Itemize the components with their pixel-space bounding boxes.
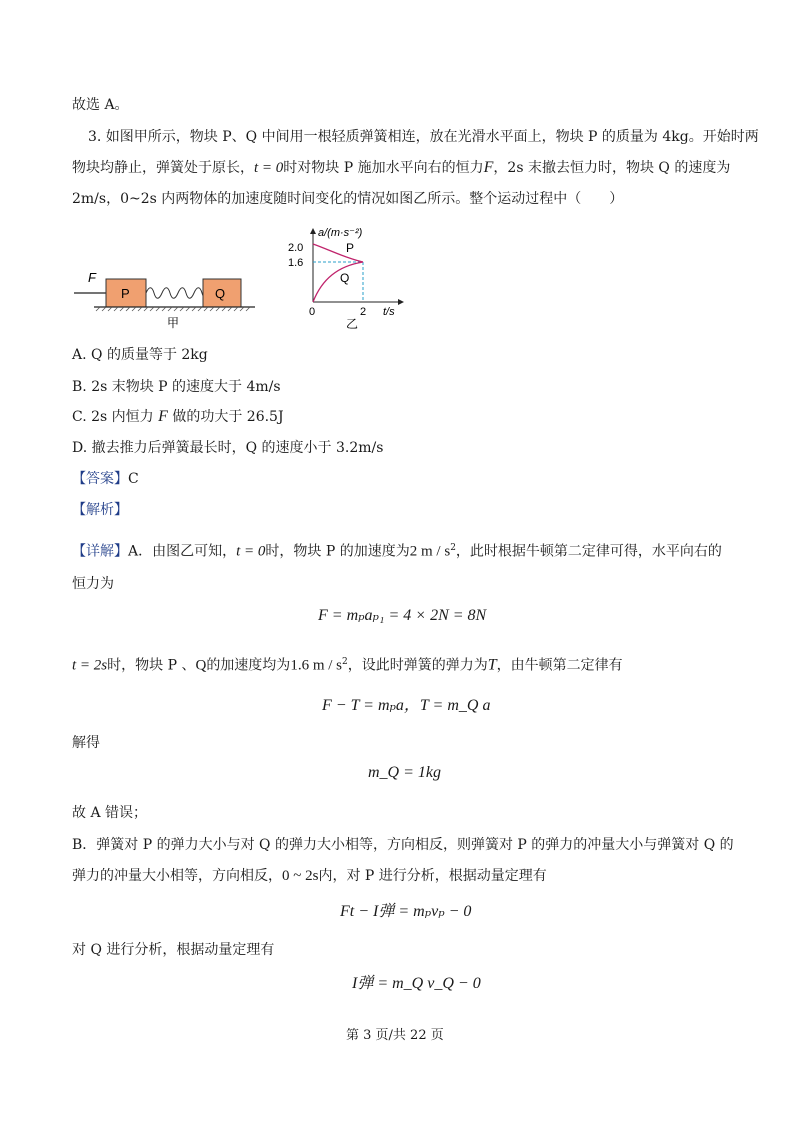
curve-q (313, 262, 363, 302)
y-axis-label: a/(m·s⁻²) (318, 227, 363, 239)
question-line-2: 物块均静止，弹簧处于原长，t = 0时对物块 P 施加水平向右的恒力F，2s 末撤去恒力时，物块 Q 的速度为 (72, 159, 731, 176)
detail-line-2: 恒力为 (72, 576, 114, 592)
figure-yi-caption: 乙 (346, 317, 359, 331)
origin-label: 0 (309, 306, 316, 318)
question-line-3: 2m/s，0~2s 内两物体的加速度随时间变化的情况如图乙所示。整个运动过程中（ ） (72, 191, 624, 207)
curve-p-label: P (346, 241, 355, 255)
option-c: C. 2s 内恒力 F 做的功大于 26.5J (72, 408, 284, 425)
previous-answer-line: 故选 A。 (72, 97, 129, 113)
y-tick-1-6: 1.6 (288, 257, 304, 269)
answer-tag: 【答案】 (72, 471, 128, 487)
block-q-label: Q (215, 286, 226, 301)
equation-5: I弹 = m_Q v_Q − 0 (352, 975, 481, 992)
page-footer: 第 3 页/共 22 页 (346, 1028, 444, 1043)
option-a: A. Q 的质量等于 2kg (72, 347, 208, 363)
answer-value: C (128, 471, 139, 487)
block-p-label: P (121, 286, 130, 301)
figure-jia-caption: 甲 (167, 316, 180, 330)
curve-q-label: Q (340, 271, 350, 285)
detail-b-line-3: 对 Q 进行分析，根据动量定理有 (72, 942, 275, 958)
detail-b-line-2: 弹力的冲量大小相等，方向相反，0 ~ 2s内，对 P 进行分析，根据动量定理有 (72, 868, 547, 884)
equation-3: m_Q = 1kg (368, 764, 442, 781)
conclusion-a: 故 A 错误； (72, 805, 148, 821)
force-label: F (88, 270, 96, 285)
x-tick-2: 2 (360, 306, 367, 318)
detail-line-3: t = 2s时，物块 P 、Q的加速度均为1.6 m / $s^2$，设此时弹簧的弹力为T，由牛顿第二定律有 (72, 656, 623, 674)
ground-hatch (96, 307, 250, 311)
equation-2: F − T = mₚa，T = m_Q a (322, 697, 491, 714)
solve-label: 解得 (72, 735, 100, 751)
detail-tag: 【详解】 (72, 543, 128, 560)
equation-4: Ft − I弹 = mₚvₚ − 0 (340, 903, 472, 920)
figure-yi (280, 224, 410, 332)
analysis-tag: 【解析】 (72, 502, 128, 518)
detail-line-1: 【详解】A．由图乙可知，t = 0时，物块 P 的加速度为2 m / $s^2$，此时根据牛顿第二定律可得，水平向右的 (72, 543, 722, 560)
curve-p (313, 244, 363, 262)
figure-jia (70, 238, 275, 330)
option-d: D. 撤去推力后弹簧最长时，Q 的速度小于 3.2m/s (72, 440, 384, 456)
detail-b-line-1: B．弹簧对 P 的弹力大小与对 Q 的弹力大小相等，方向相反，则弹簧对 P 的弹力的冲量大小与弹簧对 Q 的 (72, 837, 734, 853)
answer-line (72, 469, 139, 489)
question-line-1: 3. 如图甲所示，物块 P、Q 中间用一根轻质弹簧相连，放在光滑水平面上，物块 P 的质量为 4kg。开始时两 (88, 129, 759, 145)
option-b: B. 2s 末物块 P 的速度大于 4m/s (72, 379, 281, 395)
equation-1: F = mₚaₚ₁ = 4 × 2N = 8N (318, 607, 487, 624)
x-axis-label: t/s (383, 306, 395, 318)
y-tick-2-0: 2.0 (288, 242, 304, 254)
